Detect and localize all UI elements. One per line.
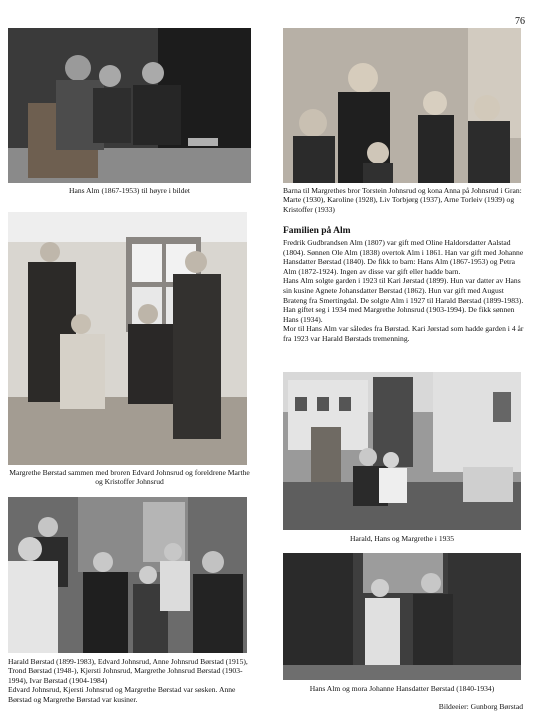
- article-paragraph-1: Fredrik Gudbrandsen Alm (1807) var gift med Oline Haldorsdatter Aalstad (1804). Sønnen Ole Alm (1838) overtok Alm i 1861. Han var gift med Johanne Hansdatter Børstad (1840). De fikk to barn: Hans Alm (1867-1953) og Petra Alm (1872-1924). Ingen av disse var gift eller hadde barn.: [283, 238, 524, 276]
- caption-photo5: Harald Børstad (1899-1983), Edvard Johnsrud, Anne Johnsrud Børstad (1915), Trond Børstad (1948-), Kjersti Johnsrud, Margrethe Johnsrud Børstad (1903-1994), Ivar Børstad (1904-1984) Edvard Johnsrud, Kjersti Johnsrud og Margrethe Børstad var søsken. Anne Børstad og Margrethe Børstad var kusiner.: [8, 657, 248, 704]
- photo-credit: Bildeeier: Gunborg Børstad: [438, 702, 523, 711]
- photo-mother-son: [283, 553, 521, 680]
- caption-photo3: Margrethe Børstad sammen med broren Edvard Johnsrud og foreldrene Marthe og Kristoffer Johnsrud: [9, 468, 250, 487]
- caption-photo1: Hans Alm (1867-1953) til høyre i bildet: [68, 186, 191, 195]
- article-title: Familien på Alm: [283, 226, 351, 236]
- page-number: 76: [515, 16, 525, 27]
- caption-photo6: Hans Alm og mora Johanne Hansdatter Børstad (1840-1934): [309, 684, 495, 693]
- article-familien-pa-alm: [283, 226, 527, 344]
- photo-family-house: [8, 212, 247, 465]
- photo-children: [283, 28, 521, 183]
- article-paragraph-2: Hans Alm solgte garden i 1923 til Kari Jørstad (1899). Hun var datter av Hans sin kusine Agnete Johansdatter Børstad (1862). Hun var gift med August Brateng fra Smertingdal. De solgte Alm i 1927 til Harald Børstad (1899-1983). Han giftet seg i 1934 med Margrethe Johnsrud (1903-1994). De fikk sønnen Hans (1934).: [283, 276, 524, 324]
- photo-group-indoors: [8, 497, 247, 653]
- photo-yard: [283, 372, 521, 530]
- caption-photo2: Barna til Margrethes bror Torstein Johnsrud og kona Anna på Johnsrud i Gran: Marte (1930), Karoline (1928), Liv Torbjørg (1937), Arne Torleiv (1939) og Kristoffer (1933): [283, 186, 522, 214]
- article-paragraph-3: Mor til Hans Alm var således fra Børstad. Kari Jørstad som hadde garden i 4 år fra 1923 var Harald Børstads tremenning.: [283, 324, 524, 343]
- caption-photo4: Harald, Hans og Margrethe i 1935: [349, 534, 455, 543]
- photo-men-seated: [8, 28, 251, 183]
